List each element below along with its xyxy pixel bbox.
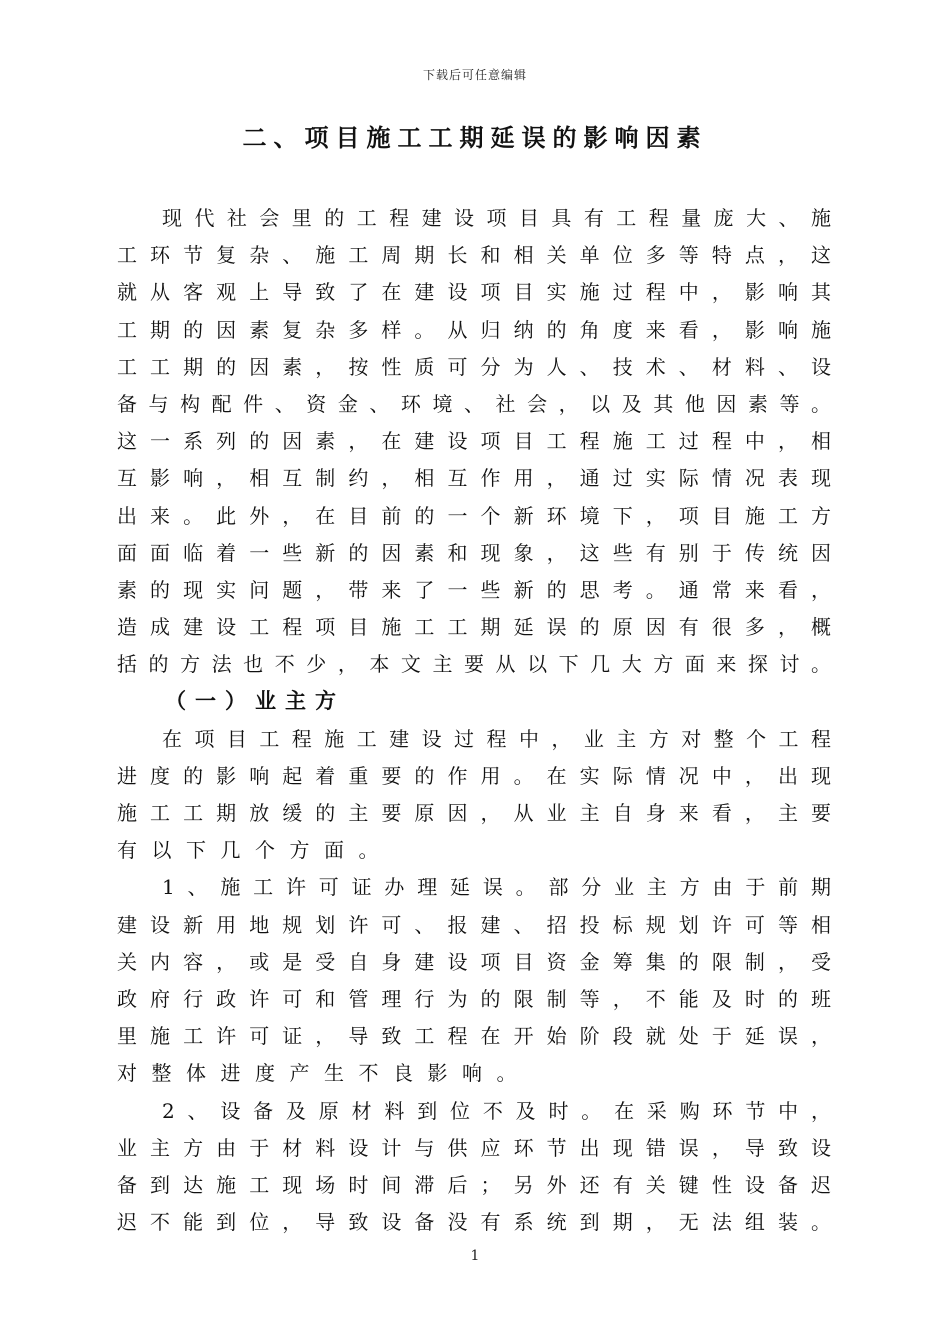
paragraph-line: 关内容，或是受自身建设项目资金筹集的限制，受 [117, 949, 831, 974]
paragraph-line: 出来。此外，在目前的一个新环境下，项目施工方 [117, 503, 831, 528]
section-heading: （一）业主方 [165, 689, 345, 714]
paragraph-line: 面面临着一些新的因素和现象，这些有别于传统因 [117, 540, 831, 565]
paragraph-line: 政府行政许可和管理行为的限制等，不能及时的班 [117, 986, 831, 1011]
paragraph-line: 工工期的因素，按性质可分为人、技术、材料、设 [117, 354, 831, 379]
paragraph-line: 就从客观上导致了在建设项目实施过程中，影响其 [117, 280, 831, 305]
paragraph-line: 备到达施工现场时间滞后；另外还有关键性设备迟 [117, 1172, 831, 1197]
paragraph-line: 括的方法也不少，本文主要从以下几大方面来探讨。 [117, 652, 831, 677]
paragraph-line: 造成建设工程项目施工工期延误的原因有很多，概 [117, 615, 831, 640]
paragraph-line: 进度的影响起着重要的作用。在实际情况中，出现 [117, 763, 831, 788]
paragraph-line: 有以下几个方面。 [117, 838, 393, 863]
paragraph-line: 建设新用地规划许可、报建、招投标规划许可等相 [117, 912, 831, 937]
paragraph-line: 素的现实问题，带来了一些新的思考。通常来看， [117, 577, 831, 602]
paragraph-line: 里施工许可证，导致工程在开始阶段就处于延误， [117, 1024, 831, 1049]
paragraph-line: 现代社会里的工程建设项目具有工程量庞大、施 [162, 206, 831, 230]
paragraph-line: 1、施工许可证办理延误。部分业主方由于前期 [162, 875, 831, 900]
paragraph-line: 工期的因素复杂多样。从归纳的角度来看，影响施 [117, 317, 831, 342]
paragraph-line: 施工工期放缓的主要原因，从业主自身来看，主要 [117, 801, 831, 825]
page-number: 1 [470, 1248, 480, 1264]
paragraph-line: 在项目工程施工建设过程中，业主方对整个工程 [162, 726, 831, 751]
paragraph-line: 工环节复杂、施工周期长和相关单位多等特点，这 [117, 243, 831, 268]
paragraph-line: 业主方由于材料设计与供应环节出现错误，导致设 [117, 1135, 831, 1160]
paragraph-line: 迟不能到位，导致设备没有系统到期，无法组装。 [117, 1210, 831, 1235]
paragraph-line: 互影响，相互制约，相互作用，通过实际情况表现 [117, 466, 831, 491]
body-text [117, 200, 831, 1241]
paragraph-line: 这一系列的因素，在建设项目工程施工过程中，相 [117, 429, 831, 454]
header-note: 下载后可任意编辑 [422, 68, 527, 82]
paragraph-line: 2、设备及原材料到位不及时。在采购环节中， [162, 1098, 831, 1123]
paragraph-line: 对整体进度产生不良影响。 [117, 1061, 531, 1086]
document-title: 二、项目施工工期延误的影响因素 [242, 124, 708, 152]
paragraph-line: 备与构配件、资金、环境、社会，以及其他因素等。 [117, 391, 831, 416]
